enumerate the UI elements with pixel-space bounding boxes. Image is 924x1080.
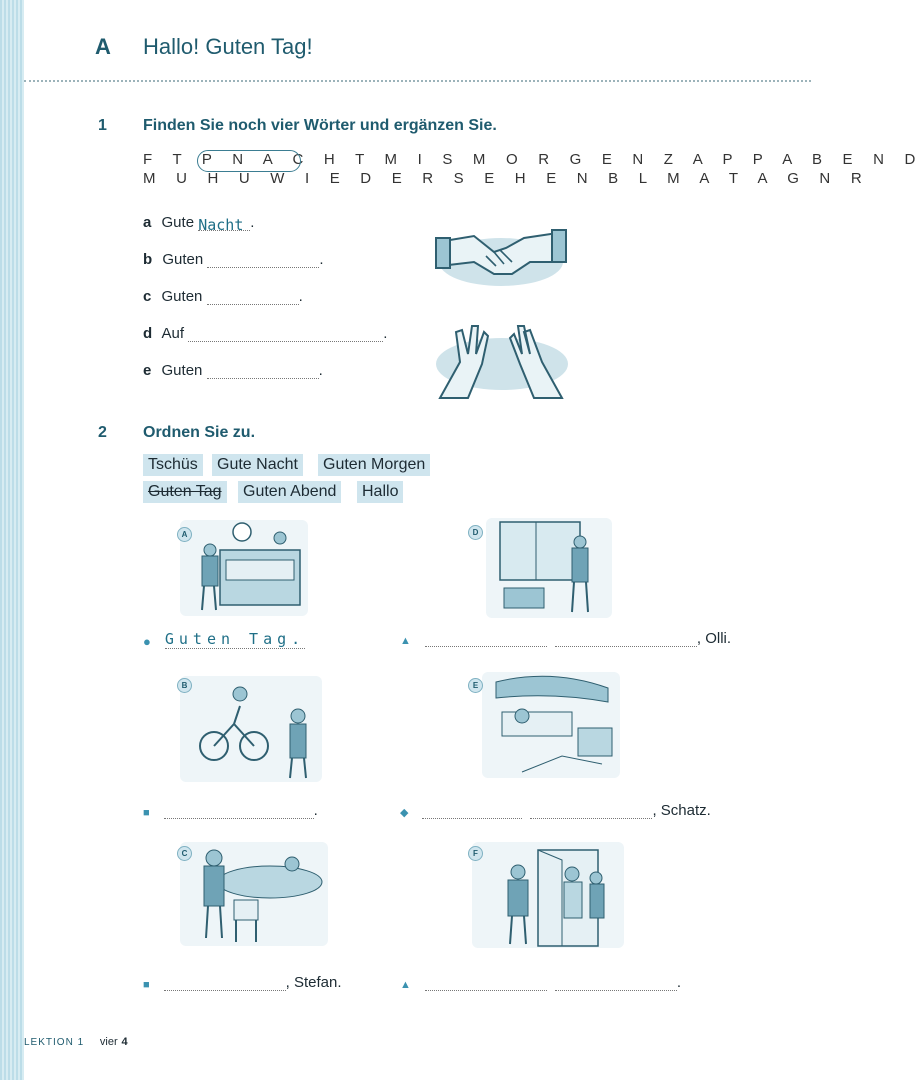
exercise-2-instruction: Ordnen Sie zu.	[143, 424, 256, 441]
item-word: Gute	[161, 214, 195, 231]
answer-field-a[interactable]: Nacht	[198, 216, 250, 231]
ex1-item-c	[143, 288, 303, 305]
picture-e-bedtime-scene	[482, 672, 620, 778]
item-end: .	[319, 251, 324, 268]
footer-lesson-number: 1	[77, 1037, 85, 1048]
answer-field-d[interactable]	[188, 327, 383, 342]
picture-e-badge: E	[468, 678, 483, 693]
footer-lesson-label: LEKTION	[24, 1037, 74, 1048]
picture-c-cafe-scene	[180, 842, 328, 946]
footer-page-number: 4	[121, 1036, 129, 1048]
item-end: .	[298, 288, 303, 305]
page-edge-strip	[0, 0, 24, 1080]
ex1-item-d	[143, 325, 387, 342]
item-key: c	[143, 288, 152, 305]
answer-field-b[interactable]	[207, 253, 319, 268]
answer-b-field[interactable]	[164, 806, 314, 819]
picture-b-cyclist-scene	[180, 676, 322, 782]
exercise-1-number: 1	[98, 117, 107, 134]
answer-e-field-2[interactable]	[530, 806, 652, 819]
bullet-triangle-icon: ▲	[400, 635, 411, 647]
picture-d-badge: D	[468, 525, 483, 540]
answer-b-end: .	[313, 802, 318, 819]
bullet-circle-icon: ●	[143, 634, 151, 649]
ex1-item-e	[143, 362, 323, 379]
picture-b-badge: B	[177, 678, 192, 693]
answer-a-text[interactable]: Guten Tag.	[164, 630, 306, 648]
answer-b-row	[143, 802, 318, 819]
title-divider	[24, 80, 811, 82]
bullet-triangle-icon: ▲	[400, 979, 411, 991]
answer-d-row	[400, 630, 731, 647]
item-end: .	[250, 214, 255, 231]
answer-f-row	[400, 974, 681, 991]
word-circle-mark	[197, 150, 301, 172]
handshake-illustration	[434, 222, 568, 290]
footer-page-word: vier	[99, 1036, 118, 1048]
exercise-2-number: 2	[98, 424, 107, 441]
picture-d-morning-scene	[486, 518, 612, 618]
section-letter: A	[95, 34, 111, 59]
answer-e-field-1[interactable]	[422, 806, 522, 819]
ex1-item-b	[143, 251, 324, 268]
answer-field-c[interactable]	[207, 290, 299, 305]
letter-grid-row-2: M U H U W I E D E R S E H E N B L M A T A G N R	[143, 170, 870, 187]
answer-e-row	[400, 802, 711, 819]
section-title: Hallo! Guten Tag!	[143, 34, 313, 59]
answer-f-field-1[interactable]	[425, 978, 547, 991]
item-key: e	[143, 362, 152, 379]
answer-a-row	[143, 630, 305, 649]
item-word: Guten	[161, 362, 203, 379]
answer-d-field-2[interactable]	[555, 634, 697, 647]
answer-field-e[interactable]	[207, 364, 319, 379]
answer-f-field-2[interactable]	[555, 978, 677, 991]
picture-a-bakery-scene	[180, 520, 308, 616]
chip-tschues[interactable]: Tschüs	[143, 454, 203, 476]
chip-guten-abend[interactable]: Guten Abend	[238, 481, 341, 503]
item-key: a	[143, 214, 152, 231]
answer-c-end: , Stefan.	[285, 974, 342, 991]
item-key: b	[143, 251, 153, 268]
answer-f-end: .	[676, 974, 682, 991]
chip-guten-morgen[interactable]: Guten Morgen	[318, 454, 430, 476]
item-word: Guten	[162, 251, 204, 268]
picture-a-badge: A	[177, 527, 192, 542]
chip-gute-nacht[interactable]: Gute Nacht	[212, 454, 303, 476]
answer-e-end: , Schatz.	[652, 802, 711, 819]
picture-f-door-scene	[472, 842, 624, 948]
bullet-square-icon: ■	[143, 807, 150, 819]
item-end: .	[318, 362, 323, 379]
answer-c-field[interactable]	[164, 978, 286, 991]
chip-guten-tag-used[interactable]: Guten Tag	[143, 481, 227, 503]
bullet-square-icon: ■	[143, 979, 150, 991]
answer-d-end: , Olli.	[696, 630, 732, 647]
item-word: Auf	[161, 325, 185, 342]
bullet-diamond-icon: ◆	[400, 807, 409, 819]
answer-c-row	[143, 974, 342, 991]
letter-grid-row-1: F T P N A C H T M I S M O R G E N Z A P P A B E N D	[143, 151, 924, 168]
item-end: .	[383, 325, 388, 342]
picture-c-badge: C	[177, 846, 192, 861]
item-key: d	[143, 325, 153, 342]
exercise-1-instruction: Finden Sie noch vier Wörter und ergänzen Sie.	[143, 117, 497, 134]
waving-hands-illustration	[430, 318, 572, 402]
answer-d-field-1[interactable]	[425, 634, 547, 647]
item-word: Guten	[161, 288, 203, 305]
picture-f-badge: F	[468, 846, 483, 861]
chip-hallo[interactable]: Hallo	[357, 481, 403, 503]
ex1-item-a	[143, 214, 255, 234]
page-footer	[24, 1036, 129, 1048]
